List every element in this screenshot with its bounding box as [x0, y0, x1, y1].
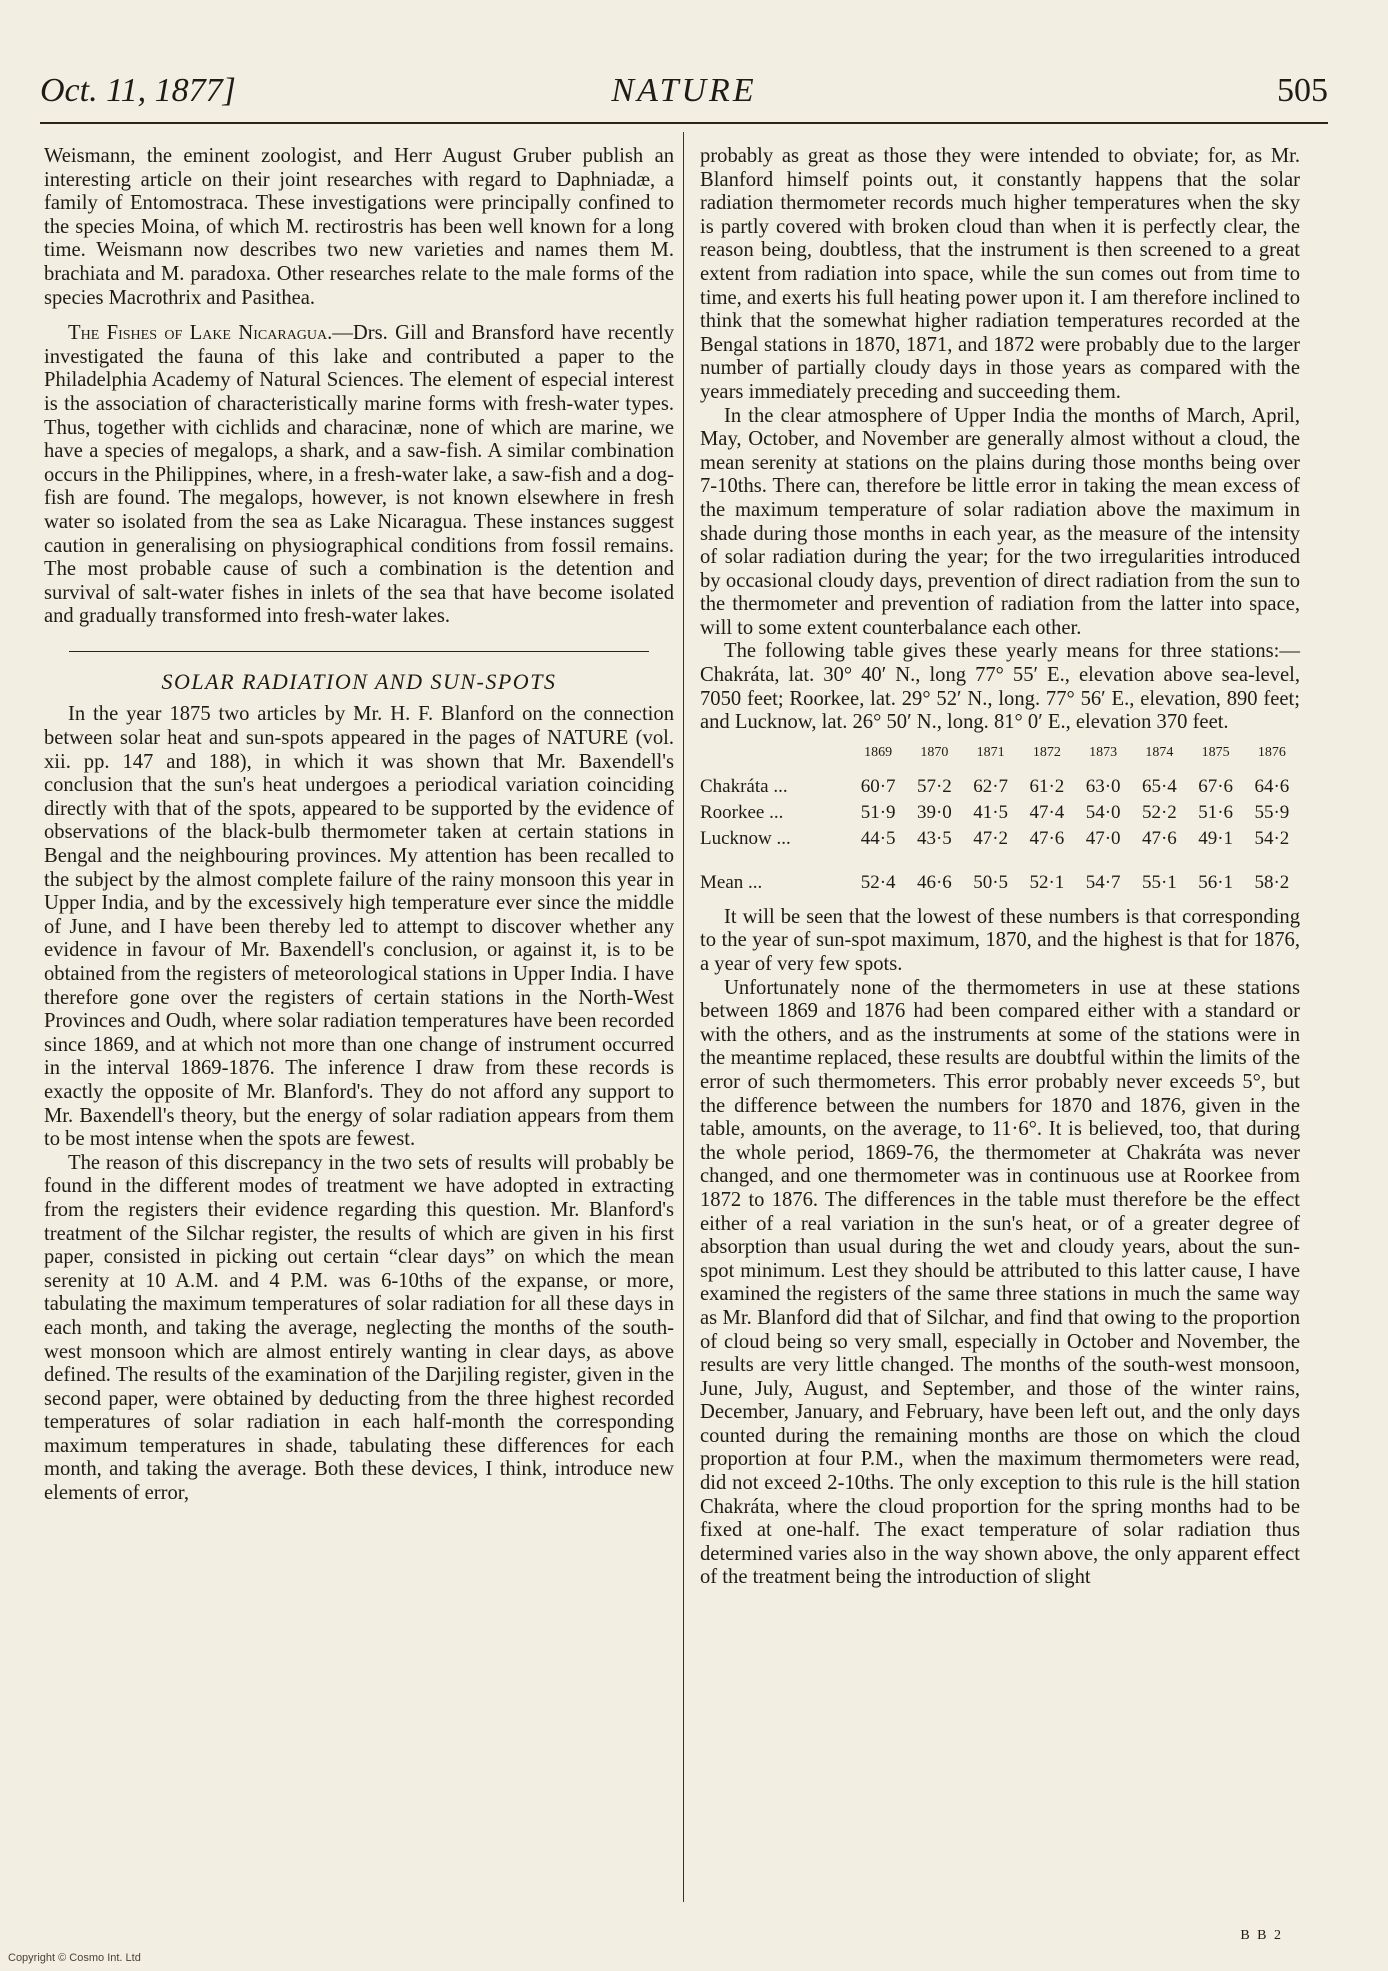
mean-cell: 50·5	[973, 872, 1009, 894]
journal-title: NATURE	[611, 72, 757, 109]
table-cell: 62·7	[973, 776, 1009, 798]
table-cell: 51·9	[860, 802, 896, 824]
radiation-table	[700, 741, 1300, 896]
table-cell: 47·6	[1029, 827, 1065, 849]
copyright-notice: Copyright © Cosmo Int. Ltd	[8, 1952, 141, 1964]
table-cell: 64·6	[1254, 776, 1290, 798]
station-name: Roorkee ...	[700, 802, 784, 824]
daphniadae-paragraph: Weismann, the eminent zoologist, and Herr August Gruber publish an interesting article on their joint researches with regard to Daphniadæ, a family of Entomostraca. These investigations were principally confined to the species Moina, of which M. rectirostris has been well known for a long time. Weismann now describes two new varieties and names them M. brachiata and M. paradoxa. Other researches relate to the male forms of the species Macrothrix and Pasithea.	[44, 145, 674, 309]
table-cell: 55·9	[1254, 802, 1290, 824]
right-paragraph-1: probably as great as those they were intended to obviate; for, as Mr. Blanford himself points out, it constantly happens that the solar radiation thermometer records much higher temperatures when the sky is partly covered with broken cloud than when it is perfectly clear, the reason being, doubtless, that the instrument is then screened to a great extent from radiation into space, while the sun comes out from time to time, and exerts his full heating power upon it. I am therefore inclined to think that the somewhat higher radiation temperatures recorded at the Bengal stations in 1870, 1871, and 1872 were probably due to the larger number of partially cloudy days in those years as compared with the years immediately preceding and succeeding them.	[700, 145, 1300, 403]
table-cell: 60·7	[860, 776, 896, 798]
mean-cell: 52·4	[860, 872, 896, 894]
mean-cell: 54·7	[1085, 872, 1121, 894]
signature-mark: B B 2	[1240, 1928, 1283, 1943]
fishes-body: —Drs. Gill and Bransford have recently investigated the fauna of this lake and contributed a paper to the Philadelphia Academy of Natural Sciences. The element of especial interest is the association of characteristically marine forms with fresh-water types. Thus, together with cichlids and characinæ, none of which are marine, we have a species of megalops, a shark, and a saw-fish. A similar combination occurs in the Philippines, where, in a fresh-water lake, a saw-fish and a dog-fish are found. The megalops, however, is not known elsewhere in fresh water so isolated from the sea as Lake Nicaragua. These instances suggest caution in generalising on physiographical conditions from fossil remains. The most probable cause of such a combination is the detention and survival of salt-water fishes in inlets of the sea that have become isolated and gradually transformed into fresh-water lakes.	[44, 322, 674, 628]
table-cell: 67·6	[1198, 776, 1234, 798]
mean-cell: 46·6	[916, 872, 952, 894]
table-cell: 65·4	[1141, 776, 1177, 798]
table-cell: 41·5	[973, 802, 1009, 824]
table-cell: 51·6	[1198, 802, 1234, 824]
table-cell: 47·4	[1029, 802, 1065, 824]
table-cell: 39·0	[916, 802, 952, 824]
station-name: Chakráta ...	[700, 776, 788, 798]
year-1869: 1869	[864, 744, 893, 760]
right-paragraph-2: In the clear atmosphere of Upper India the months of March, April, May, October, and November are generally almost without a cloud, the mean serenity at stations on the plains during those months being over 7-10ths. There can, therefore be little error in taking the mean excess of the maximum temperature of solar radiation above the maximum in shade during those months in each year, as the measure of the intensity of solar radiation during the year; for the two irregularities introduced by occasional cloudy days, prevention of direct radiation from the sun to the thermometer and prevention of radiation from the latter into space, will to some extent counterbalance each other.	[700, 404, 1300, 639]
year-1871: 1871	[976, 744, 1005, 760]
table-cell: 57·2	[916, 776, 952, 798]
year-1872: 1872	[1032, 744, 1061, 760]
table-cell: 54·0	[1085, 802, 1121, 824]
table-cell: 43·5	[916, 827, 952, 849]
mean-cell: 56·1	[1198, 872, 1234, 894]
table-cell: 63·0	[1085, 776, 1121, 798]
header-date: Oct. 11, 1877]	[40, 72, 236, 109]
section-rule	[69, 651, 649, 652]
table-cell: 61·2	[1029, 776, 1065, 798]
year-1876: 1876	[1257, 744, 1286, 760]
right-paragraph-5: Unfortunately none of the thermometers in use at these stations between 1869 and 1876 had been compared either with a standard or with the others, and as the instruments at some of the stations were in the meantime replaced, these results are doubtful within the limits of the error of such thermometers. This error probably never exceeds 5°, but the difference between the numbers for 1870 and 1876, given in the table, amounts, on the average, to 11·6°. It is believed, too, that during the whole period, 1869-76, the thermometer at Chakráta was never changed, and one thermometer was in continuous use at Roorkee from 1872 to 1876. The differences in the table must therefore be the effect either of a real variation in the sun's heat, or of a greater degree of absorption than usual during the wet and cloudy years, about the sun-spot minimum. Lest they should be attributed to this latter cause, I have examined the registers of the same three stations in much the same way as Mr. Blanford did that of Silchar, and find that owing to the proportion of cloud being so very small, especially in October and November, the results are very little changed. The months of the south-west monsoon, June, July, August, and September, and those of the winter rains, December, January, and February, have been left out, and the only days counted during the remaining months are those on which the cloud proportion at four P.M., when the maximum thermometers were read, did not exceed 2-10ths. The only exception to this rule is the hill station Chakráta, where the cloud proportion for the spring months had to be fixed at one-half. The exact temperature of solar radiation thus determined varies also in the way shown above, the only apparent effect of the treatment being the introduction of slight	[700, 976, 1300, 1589]
year-1874: 1874	[1145, 744, 1174, 760]
table-cell: 52·2	[1141, 802, 1177, 824]
mean-cell: 52·1	[1029, 872, 1065, 894]
page-number: 505	[1277, 72, 1328, 109]
table-cell: 54·2	[1254, 827, 1290, 849]
table-cell: 47·2	[973, 827, 1009, 849]
table-header-row	[700, 741, 1300, 775]
table-corner	[700, 741, 850, 775]
station-name: Lucknow ...	[700, 827, 791, 849]
page-header	[40, 72, 1328, 122]
year-1870: 1870	[920, 744, 949, 760]
mean-cell: 58·2	[1254, 872, 1290, 894]
solar-paragraph-2: The reason of this discrepancy in the two sets of results will probably be found in the different modes of treatment we have adopted in extracting from the registers their evidence regarding this question. Mr. Blanford's treatment of the Silchar register, the results of which are given in his first paper, consisted in picking out certain “clear days” on which the mean serenity at 10 A.M. and 4 P.M. was 6-10ths of the expanse, or more, tabulating the maximum temperatures of solar radiation for all these days in each month, and taking the average, neglecting the months of the south-west monsoon which are almost entirely wanting in clear days, as above defined. The results of the examination of the Darjiling register, given in the second paper, were obtained by deducting from the three highest recorded temperatures of solar radiation in each half-month the corresponding maximum temperatures in shade, tabulating these differences for each month, and taking the average. Both these devices, I think, introduce new elements of error,	[44, 1151, 674, 1505]
column-divider	[683, 132, 684, 1902]
table-row	[700, 800, 1300, 826]
right-column	[700, 145, 1300, 1590]
mean-row	[700, 851, 1300, 896]
table-cell: 49·1	[1198, 827, 1234, 849]
table-cell: 47·6	[1141, 827, 1177, 849]
solar-paragraph-1: In the year 1875 two articles by Mr. H. F. Blanford on the connection between solar heat and sun-spots appeared in the pages of NATURE (vol. xii. pp. 147 and 188), in which it was shown that Mr. Baxendell's conclusion that the sun's heat undergoes a periodical variation coinciding directly with that of the spots, appeared to be supported by the evidence of observations of the black-bulb thermometer taken at certain stations in Bengal and the neighbouring provinces. My attention has been recalled to the subject by the almost complete failure of the rainy monsoon this year in Upper India, and by the excessively high temperature ever since the middle of June, and I have been thereby led to attempt to discover whether any evidence in favour of Mr. Baxendell's conclusion, or against it, is to be obtained from the registers of meteorological stations in Upper India. I have therefore gone over the registers of certain stations in the North-West Provinces and Oudh, where solar radiation temperatures have been recorded since 1869, and at which not more than one change of instrument occurred in the interval 1869-1876. The inference I draw from these records is exactly the opposite of Mr. Blanford's. They do not afford any support to Mr. Baxendell's theory, but the energy of solar radiation appears from them to be most intense when the spots are fewest.	[44, 703, 674, 1151]
year-1875: 1875	[1201, 744, 1230, 760]
right-paragraph-3: The following table gives these yearly means for three stations:—Chakráta, lat. 30° 40′ N., long 77° 55′ E., elevation above sea-level, 7050 feet; Roorkee, lat. 29° 52′ N., long. 77° 56′ E., elevation, 890 feet; and Lucknow, lat. 26° 50′ N., long. 81° 0′ E., elevation 370 feet.	[700, 640, 1300, 734]
table-cell: 44·5	[860, 827, 896, 849]
fishes-paragraph	[44, 322, 674, 629]
table-row	[700, 826, 1300, 852]
table-body	[700, 774, 1300, 895]
mean-label: Mean ...	[700, 872, 763, 894]
right-paragraph-4: It will be seen that the lowest of these numbers is that corresponding to the year of sun-spot maximum, 1870, and the highest is that for 1876, a year of very few spots.	[700, 905, 1300, 975]
table-row	[700, 774, 1300, 800]
header-rule	[40, 122, 1328, 124]
table-cell: 47·0	[1085, 827, 1121, 849]
fishes-heading: The Fishes of Lake Nicaragua.	[68, 322, 333, 345]
left-column	[44, 145, 674, 1506]
year-1873: 1873	[1089, 744, 1118, 760]
mean-cell: 55·1	[1141, 872, 1177, 894]
section-title: SOLAR RADIATION AND SUN-SPOTS	[161, 668, 557, 694]
